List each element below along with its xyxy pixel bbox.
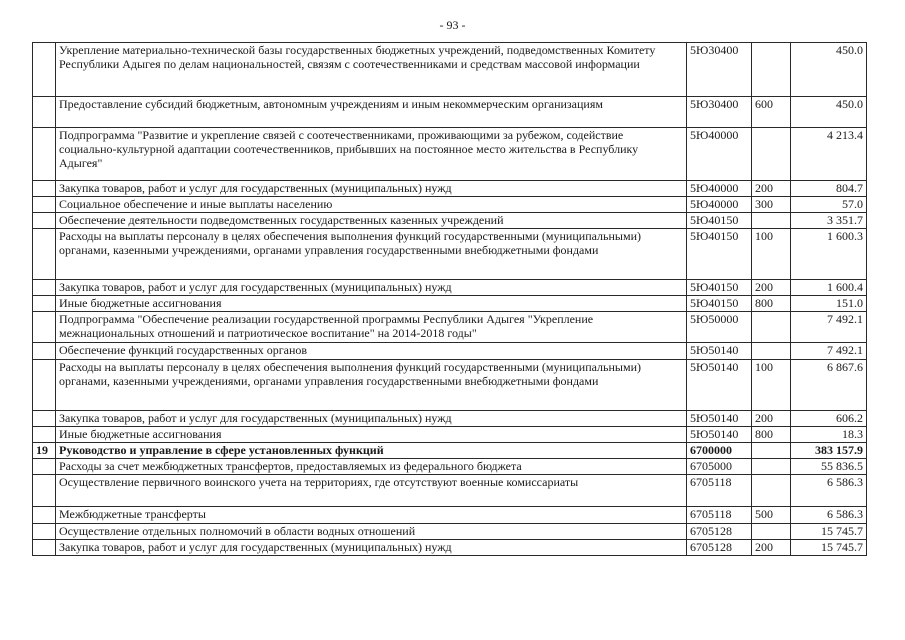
target-code-cell: 5Ю50140 [687, 343, 752, 360]
target-code-cell: 5Ю40150 [687, 280, 752, 296]
target-code-cell: 6705128 [687, 540, 752, 556]
amount-cell: 18.3 [791, 427, 867, 443]
target-code-cell: 6705118 [687, 475, 752, 507]
row-number-cell [33, 427, 56, 443]
target-code-cell: 5Ю50000 [687, 312, 752, 343]
description-cell: Закупка товаров, работ и услуг для государственных (муниципальных) нужд [56, 280, 687, 296]
row-number-cell [33, 312, 56, 343]
row-number-cell [33, 343, 56, 360]
target-code-cell: 5Ю40000 [687, 197, 752, 213]
row-number-cell [33, 181, 56, 197]
description-cell: Укрепление материально-технической базы государственных бюджетных учреждений, подведомственных Комитету Республики Адыгея по делам национальностей, связям с соотечественниками и средствам массовой информации [56, 43, 687, 97]
amount-cell: 6 586.3 [791, 507, 867, 524]
description-cell: Обеспечение функций государственных органов [56, 343, 687, 360]
row-number-cell [33, 296, 56, 312]
table-row [33, 43, 867, 97]
description-cell: Осуществление первичного воинского учета на территориях, где отсутствуют военные комиссариаты [56, 475, 687, 507]
table-row [33, 197, 867, 213]
amount-cell: 15 745.7 [791, 540, 867, 556]
expense-type-cell: 800 [752, 296, 791, 312]
amount-cell: 7 492.1 [791, 312, 867, 343]
amount-cell: 4 213.4 [791, 128, 867, 181]
expense-type-cell [752, 312, 791, 343]
target-code-cell: 5Ю50140 [687, 427, 752, 443]
expense-type-cell [752, 475, 791, 507]
budget-table [32, 42, 867, 556]
table-row [33, 540, 867, 556]
expense-type-cell: 800 [752, 427, 791, 443]
expense-type-cell: 200 [752, 280, 791, 296]
table-row [33, 343, 867, 360]
amount-cell: 57.0 [791, 197, 867, 213]
description-cell: Предоставление субсидий бюджетным, автономным учреждениям и иным некоммерческим организациям [56, 97, 687, 128]
amount-cell: 7 492.1 [791, 343, 867, 360]
target-code-cell: 5Ю40000 [687, 181, 752, 197]
target-code-cell: 5Ю50140 [687, 411, 752, 427]
table-row [33, 312, 867, 343]
expense-type-cell: 100 [752, 360, 791, 411]
expense-type-cell [752, 128, 791, 181]
target-code-cell: 6705118 [687, 507, 752, 524]
table-row [33, 181, 867, 197]
table-row [33, 229, 867, 280]
expense-type-cell: 100 [752, 229, 791, 280]
expense-type-cell [752, 43, 791, 97]
row-number-cell [33, 280, 56, 296]
row-number-cell [33, 197, 56, 213]
row-number-cell [33, 507, 56, 524]
expense-type-cell: 300 [752, 197, 791, 213]
row-number-cell [33, 229, 56, 280]
table-row [33, 411, 867, 427]
description-cell: Закупка товаров, работ и услуг для государственных (муниципальных) нужд [56, 411, 687, 427]
target-code-cell: 5Ю30400 [687, 43, 752, 97]
description-cell: Подпрограмма "Развитие и укрепление связей с соотечественниками, проживающими за рубежом, содействие социально-культурной адаптации соотечественников, прибывших на постоянное место жительства в Республику Адыгея" [56, 128, 687, 181]
row-number-cell [33, 475, 56, 507]
row-number-cell [33, 97, 56, 128]
table-row [33, 97, 867, 128]
description-cell: Социальное обеспечение и иные выплаты населению [56, 197, 687, 213]
description-cell: Иные бюджетные ассигнования [56, 296, 687, 312]
table-row [33, 296, 867, 312]
target-code-cell: 5Ю50140 [687, 360, 752, 411]
table-row [33, 524, 867, 540]
amount-cell: 606.2 [791, 411, 867, 427]
expense-type-cell: 200 [752, 181, 791, 197]
target-code-cell: 6700000 [687, 443, 752, 459]
description-cell: Межбюджетные трансферты [56, 507, 687, 524]
page-number: - 93 - [439, 18, 466, 32]
amount-cell: 3 351.7 [791, 213, 867, 229]
table-row [33, 427, 867, 443]
description-cell: Расходы на выплаты персоналу в целях обеспечения выполнения функций государственными (муниципальными) органами, казенными учреждениями, органами управления государственными внебюджетными фондами [56, 360, 687, 411]
amount-cell: 450.0 [791, 43, 867, 97]
expense-type-cell [752, 343, 791, 360]
row-number-cell [33, 128, 56, 181]
expense-type-cell [752, 524, 791, 540]
amount-cell: 6 586.3 [791, 475, 867, 507]
amount-cell: 1 600.4 [791, 280, 867, 296]
description-cell: Осуществление отдельных полномочий в области водных отношений [56, 524, 687, 540]
row-number-cell [33, 459, 56, 475]
row-number-cell [33, 524, 56, 540]
target-code-cell: 5Ю40150 [687, 213, 752, 229]
target-code-cell: 6705000 [687, 459, 752, 475]
table-row [33, 507, 867, 524]
table-row [33, 280, 867, 296]
table-row [33, 360, 867, 411]
target-code-cell: 6705128 [687, 524, 752, 540]
table-row [33, 443, 867, 459]
expense-type-cell: 500 [752, 507, 791, 524]
amount-cell: 6 867.6 [791, 360, 867, 411]
description-cell: Закупка товаров, работ и услуг для государственных (муниципальных) нужд [56, 181, 687, 197]
amount-cell: 383 157.9 [791, 443, 867, 459]
description-cell: Иные бюджетные ассигнования [56, 427, 687, 443]
description-cell: Расходы за счет межбюджетных трансфертов, предоставляемых из федерального бюджета [56, 459, 687, 475]
description-cell: Закупка товаров, работ и услуг для государственных (муниципальных) нужд [56, 540, 687, 556]
amount-cell: 15 745.7 [791, 524, 867, 540]
description-cell: Расходы на выплаты персоналу в целях обеспечения выполнения функций государственными (муниципальными) органами, казенными учреждениями, органами управления государственными внебюджетными фондами [56, 229, 687, 280]
row-number-cell [33, 411, 56, 427]
row-number-cell [33, 213, 56, 229]
amount-cell: 55 836.5 [791, 459, 867, 475]
expense-type-cell [752, 459, 791, 475]
target-code-cell: 5Ю30400 [687, 97, 752, 128]
description-cell: Обеспечение деятельности подведомственных государственных казенных учреждений [56, 213, 687, 229]
table-row [33, 459, 867, 475]
budget-table-body [33, 43, 867, 556]
table-row [33, 475, 867, 507]
table-row [33, 128, 867, 181]
amount-cell: 1 600.3 [791, 229, 867, 280]
expense-type-cell: 600 [752, 97, 791, 128]
amount-cell: 450.0 [791, 97, 867, 128]
row-number-cell: 19 [33, 443, 56, 459]
description-cell: Подпрограмма "Обеспечение реализации государственной программы Республики Адыгея "Укрепление межнациональных отношений и патриотическое воспитание" на 2014-2018 годы" [56, 312, 687, 343]
target-code-cell: 5Ю40150 [687, 229, 752, 280]
row-number-cell [33, 43, 56, 97]
amount-cell: 804.7 [791, 181, 867, 197]
expense-type-cell: 200 [752, 411, 791, 427]
table-row [33, 213, 867, 229]
target-code-cell: 5Ю40150 [687, 296, 752, 312]
row-number-cell [33, 360, 56, 411]
description-cell: Руководство и управление в сфере установленных функций [56, 443, 687, 459]
amount-cell: 151.0 [791, 296, 867, 312]
target-code-cell: 5Ю40000 [687, 128, 752, 181]
expense-type-cell [752, 213, 791, 229]
expense-type-cell: 200 [752, 540, 791, 556]
expense-type-cell [752, 443, 791, 459]
row-number-cell [33, 540, 56, 556]
